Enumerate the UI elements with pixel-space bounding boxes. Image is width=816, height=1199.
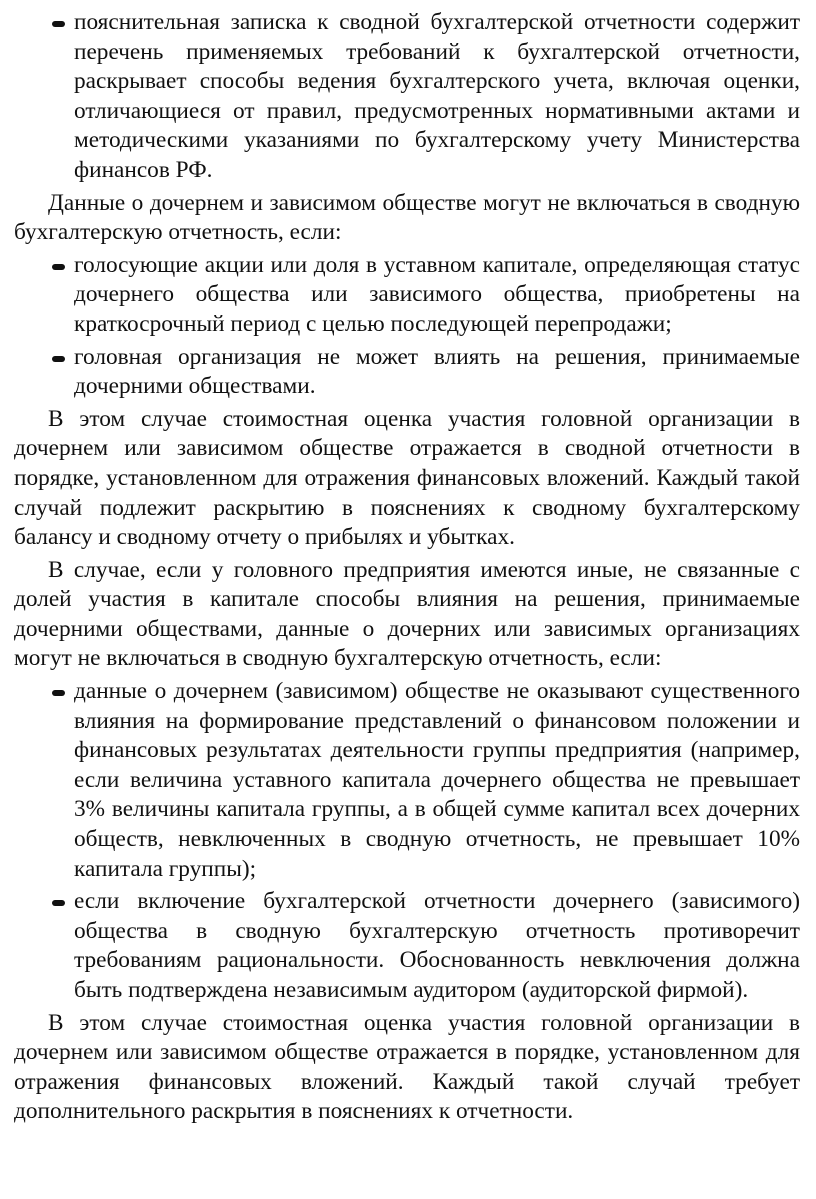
paragraph: Данные о дочернем и зависимом обществе могут не включаться в сводную бухгалтерскую отчетность, если: bbox=[14, 189, 800, 246]
bullet-icon bbox=[52, 264, 65, 270]
paragraph: В этом случае стоимостная оценка участия головной организации в дочернем или зависимом обществе отражается в порядке, установленном для отражения финансовых вложений. Каждый такой случай требует дополнительного раскрытия в пояснениях к отчетности. bbox=[14, 1009, 800, 1125]
bullet-text: голосующие акции или доля в уставном капитале, определяющая статус дочернего общества или зависимого общества, приобретены на краткосрочный период с целью последующей перепродажи; bbox=[74, 251, 800, 337]
bullet-text: головная организация не может влиять на решения, принимаемые дочерними обществами. bbox=[74, 343, 800, 400]
bullet-icon bbox=[52, 21, 65, 27]
bullet-item bbox=[14, 251, 800, 340]
bullet-item bbox=[14, 343, 800, 402]
bullet-text: пояснительная записка к сводной бухгалтерской отчетности содержит перечень применяемых требований к бухгалтерской отчетности, раскрывает способы ведения бухгалтерского учета, включая оценки, отличающиеся от правил, предусмотренных нормативными актами и методическими указаниями по бухгалтерскому учету Министерства финансов РФ. bbox=[74, 9, 800, 183]
bullet-text: данные о дочернем (зависимом) обществе не оказывают существенного влияния на формирование представлений о финансовом положении и финансовых результатах деятельности группы предприятия (например, если величина уставного капитала дочернего общества не превышает 3% величины капитала группы, а в общей сумме капитал всех дочерних обществ, невключенных в сводную отчетность, не превышает 10% капитала группы); bbox=[74, 678, 800, 882]
paragraph: В этом случае стоимостная оценка участия головной организации в дочернем или зависимом обществе отражается в сводной отчетности в порядке, установленном для отражения финансовых вложений. Каждый такой случай подлежит раскрытию в пояснениях к сводному бухгалтерскому балансу и сводному отчету о прибылях и убытках. bbox=[14, 405, 800, 551]
bullet-item bbox=[14, 887, 800, 1005]
paragraph: В случае, если у головного предприятия имеются иные, не связанные с долей участия в капитале способы влияния на решения, принимаемые дочерними обществами, данные о дочерних или зависимых организациях могут не включаться в сводную бухгалтерскую отчетность, если: bbox=[14, 556, 800, 672]
bullet-icon bbox=[52, 356, 65, 362]
bullet-icon bbox=[52, 900, 65, 906]
bullet-icon bbox=[52, 690, 65, 696]
bullet-item bbox=[14, 8, 800, 186]
bullet-item bbox=[14, 677, 800, 884]
bullet-text: если включение бухгалтерской отчетности дочернего (зависимого) общества в сводную бухгалтерскую отчетность противоречит требованиям рациональности. Обоснованность невключения должна быть подтверждена независимым аудитором (аудиторской фирмой). bbox=[74, 888, 800, 1003]
